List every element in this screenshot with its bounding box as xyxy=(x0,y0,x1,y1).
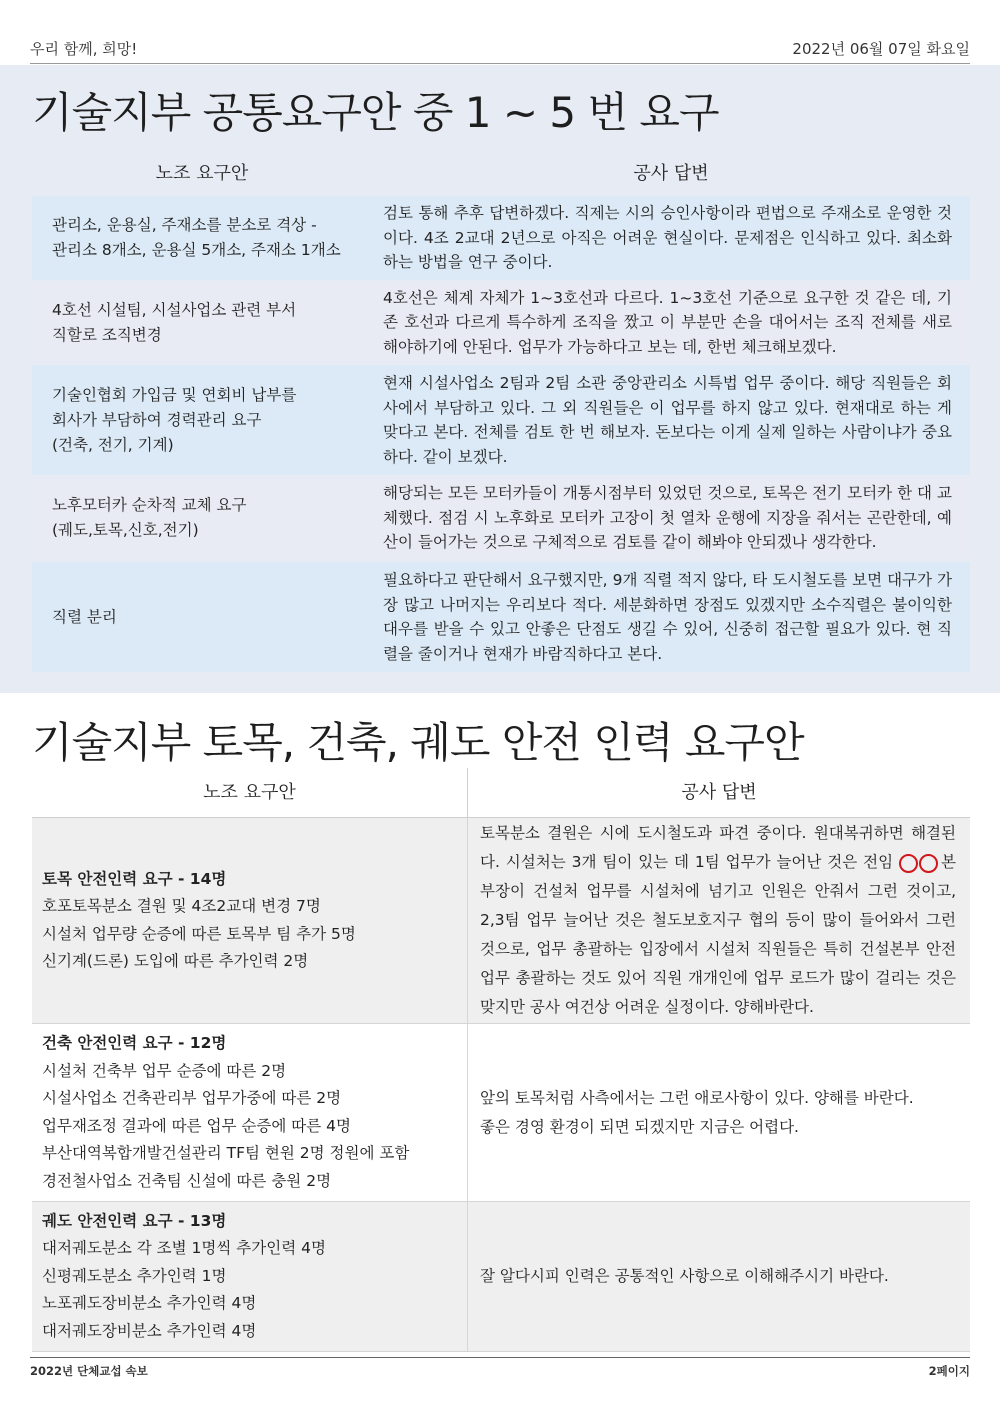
demand-item: 신평궤도분소 추가인력 1명 xyxy=(42,1266,227,1285)
section1-title: 기술지부 공통요구안 중 1 ~ 5 번 요구 xyxy=(32,88,719,137)
footer-title: 2022년 단체교섭 속보 xyxy=(30,1364,148,1378)
demand-item: 시설사업소 건축관리부 업무가중에 따른 2명 xyxy=(42,1089,342,1107)
section1-col-union: 노조 요구안 xyxy=(155,163,249,184)
demand-cell xyxy=(32,196,367,280)
section2-table xyxy=(32,768,970,1352)
demand-title: 토목 안전인력 요구 - 14명 xyxy=(42,869,227,888)
section2-table-header xyxy=(32,768,970,818)
demand-line: 관리소, 운용실, 주재소를 분소로 격상 - xyxy=(52,216,317,234)
table-row xyxy=(32,283,970,362)
demand-item: 시설처 업무량 순증에 따른 토목부 팀 추가 5명 xyxy=(42,924,356,943)
demand-title: 건축 안전인력 요구 - 12명 xyxy=(42,1034,227,1052)
section2-col-union: 노조 요구안 xyxy=(32,768,468,817)
header-date: 2022년 06월 07일 화요일 xyxy=(792,40,970,58)
answer-cell xyxy=(468,1024,970,1201)
section1-col-corp: 공사 답변 xyxy=(633,163,709,184)
demand-line: 회사가 부담하여 경력관리 요구 xyxy=(52,410,262,429)
demand-cell xyxy=(32,562,367,672)
answer-line: 좋은 경영 환경이 되면 되겠지만 지금은 어렵다. xyxy=(480,1117,799,1136)
redacted-circles-icon xyxy=(899,853,941,873)
answer-text: 본부장이 건설처 업무를 시설처에 넘기고 인원은 안줘서 그런 것이고, 2,3팀 업무 늘어난 것은 철도보호지구 협의 등이 많이 들어와서 그런 것으로, 업무 총괄하는 입장에서 시설처 직원들은 특히 건설본부 안전업무 총괄하는 것도 있어 직원 개개인에 업무 로드가 많이 걸리는 것은 맞지만 공사 여건상 어려운 실정이다. 양해바란다. xyxy=(480,853,956,1016)
section2-title: 기술지부 토목, 건축, 궤도 안전 인력 요구안 xyxy=(32,718,804,767)
demand-item: 대저궤도분소 각 조별 1명씩 추가인력 4명 xyxy=(42,1239,326,1258)
answer-cell: 검토 통해 추후 답변하겠다. 직제는 시의 승인사항이라 편법으로 주재소로 운영한 것이다. 4조 2교대 2년으로 아직은 어려운 현실이다. 문제점은 인식하고 있다. 최소화하는 방법을 연구 중이다. xyxy=(383,204,952,272)
answer-cell: 잘 알다시피 인력은 공통적인 사항으로 이해해주시기 바란다. xyxy=(480,1267,889,1285)
answer-cell: 4호선은 체계 자체가 1~3호선과 다르다. 1~3호선 기준으로 요구한 것 같은 데, 기존 호선과 다르게 특수하게 조직을 짰고 이 부분만 손을 대어서는 조직 전체를 새로 해야하기에 안된다. 업무가 가능하다고 보는 데, 한번 체크해보겠다. xyxy=(383,288,952,356)
demand-title: 궤도 안전인력 요구 - 13명 xyxy=(42,1211,227,1230)
table-row xyxy=(32,196,970,280)
answer-line: 앞의 토목처럼 사측에서는 그런 애로사항이 있다. 양해를 바란다. xyxy=(480,1088,914,1107)
demand-item: 업무재조정 결과에 따른 업무 순증에 따른 4명 xyxy=(42,1116,351,1135)
section1-table-header xyxy=(32,152,970,196)
demand-cell xyxy=(32,1202,468,1351)
table-row xyxy=(32,818,970,1024)
demand-cell xyxy=(32,365,367,475)
page-number: 2페이지 xyxy=(928,1364,970,1378)
demand-line: 기술인협회 가입금 및 연회비 납부를 xyxy=(52,385,297,404)
page-footer xyxy=(30,1357,970,1379)
answer-cell xyxy=(468,818,970,1023)
table-row xyxy=(32,478,970,558)
table-row xyxy=(32,1202,970,1352)
demand-item: 노포궤도장비분소 추가인력 4명 xyxy=(42,1294,257,1313)
demand-cell xyxy=(32,1024,468,1201)
header-slogan: 우리 함께, 희망! xyxy=(30,40,138,58)
answer-cell: 필요하다고 판단해서 요구했지만, 9개 직렬 적지 않다, 타 도시철도를 보면 대구가 가장 많고 나머지는 우리보다 적다. 세분화하면 장점도 있겠지만 소수직렬은 불이익한 대우를 받을 수 있고 안좋은 단점도 생길 수 있어, 신중히 접근할 필요가 있다. 현 직렬을 줄이거나 현재가 바람직하다고 본다. xyxy=(383,571,952,663)
answer-text: 토목분소 결원은 시에 도시철도과 파견 중이다. 원대복귀하면 해결된다. 시설처는 3개 팀이 있는 데 1팀 업무가 늘어난 것은 전임 xyxy=(480,824,956,871)
demand-item: 부산대역복합개발건설관리 TF팀 현원 2명 정원에 포함 xyxy=(42,1144,410,1162)
demand-line: 직할로 조직변경 xyxy=(52,325,162,344)
demand-item: 경전철사업소 건축팀 신설에 따른 충원 2명 xyxy=(42,1171,332,1190)
table-row xyxy=(32,365,970,475)
demand-line: (건축, 전기, 기계) xyxy=(52,435,174,454)
answer-cell: 해당되는 모든 모터카들이 개통시점부터 있었던 것으로, 토목은 전기 모터카 한 대 교체했다. 점검 시 노후화로 모터카 고장이 첫 열차 운행에 지장을 줘서는 곤란한데, 예산이 들어가는 것으로 구체적으로 검토를 같이 해봐야 안되겠나 생각한다. xyxy=(383,484,952,552)
demand-item: 신기계(드론) 도입에 따른 추가인력 2명 xyxy=(42,952,309,970)
answer-cell: 현재 시설사업소 2팀과 2팀 소관 중앙관리소 시특법 업무 중이다. 해당 직원들은 회사에서 부담하고 있다. 그 외 직원들은 이 업무를 하지 않고 있다. 현재대로 하는 게 맞다고 본다. 전체를 검토 한 번 해보자. 돈보다는 이게 실제 일하는 사람이냐가 중요하다. 같이 보겠다. xyxy=(383,374,952,466)
demand-line: 노후모터카 순차적 교체 요구 xyxy=(52,496,247,514)
demand-cell xyxy=(32,818,468,1023)
demand-line: (궤도,토목,신호,전기) xyxy=(52,521,199,539)
demand-item: 대저궤도장비분소 추가인력 4명 xyxy=(42,1321,257,1340)
table-row xyxy=(32,562,970,672)
table-row xyxy=(32,1024,970,1202)
demand-cell xyxy=(32,283,367,362)
page-header xyxy=(30,38,970,64)
section2-col-corp: 공사 답변 xyxy=(681,782,757,803)
demand-item: 시설처 건축부 업무 순증에 따른 2명 xyxy=(42,1061,287,1080)
demand-line: 4호선 시설팀, 시설사업소 관련 부서 xyxy=(52,300,297,319)
demand-item: 호포토목분소 결원 및 4조2교대 변경 7명 xyxy=(42,897,321,915)
demand-cell xyxy=(32,478,367,558)
demand-line: 관리소 8개소, 운용실 5개소, 주재소 1개소 xyxy=(52,241,341,259)
demand-line: 직렬 분리 xyxy=(52,607,117,626)
